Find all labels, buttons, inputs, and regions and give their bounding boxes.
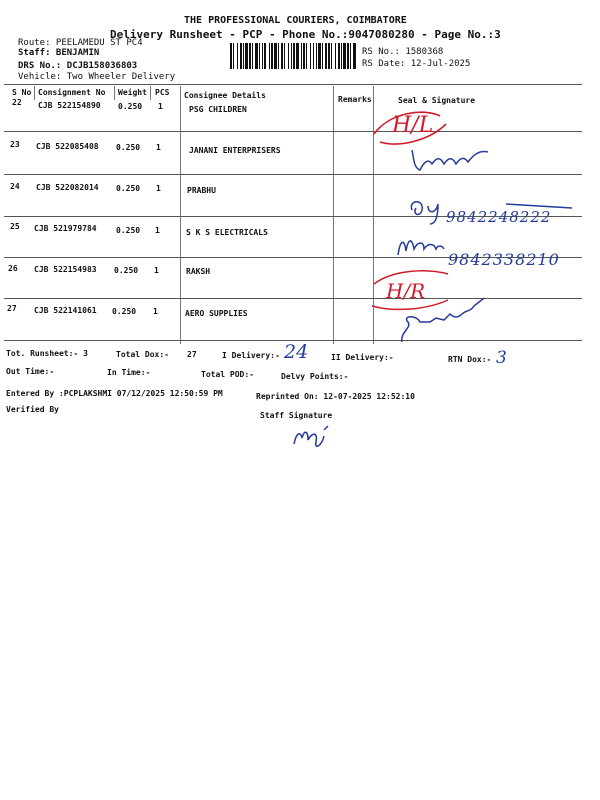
row-consignee: JANANI ENTERPRISERS <box>189 146 281 155</box>
row-sno: 27 <box>7 304 17 313</box>
col-divider <box>180 86 181 344</box>
total-runsheet: Tot. Runsheet:- 3 <box>6 349 88 358</box>
row-consignee: PRABHU <box>187 186 216 195</box>
col-divider <box>333 86 334 344</box>
row-pcs: 1 <box>158 102 163 111</box>
row-pcs: 1 <box>155 226 160 235</box>
row-sno: 26 <box>8 264 18 273</box>
row-weight: 0.250 <box>112 307 137 316</box>
row-consignee: RAKSH <box>186 267 211 276</box>
staff-signature-scribble <box>288 422 334 452</box>
total-pod-label: Total POD:- <box>201 370 254 379</box>
total-dox-label: Total Dox:- <box>116 350 169 359</box>
rtn-dox-value: 3 <box>496 348 507 368</box>
row-weight: 0.250 <box>116 143 141 152</box>
row-pcs: 1 <box>156 143 161 152</box>
col-consignment: Consignment No <box>38 88 106 97</box>
route-label: Route: PEELAMEDU ST PC4 <box>18 38 143 48</box>
in-time-label: In Time:- <box>107 368 151 377</box>
signature-scribble-row23 <box>408 140 493 176</box>
col-sno: S No <box>12 88 32 97</box>
vehicle-label: Vehicle: Two Wheeler Delivery <box>18 72 176 82</box>
row-rule <box>4 174 582 175</box>
row-sno: 23 <box>10 140 20 149</box>
row-pcs: 1 <box>153 307 158 316</box>
row-consignment: CJB 522154890 <box>38 101 101 110</box>
barcode <box>230 43 356 69</box>
staff-signature-label: Staff Signature <box>260 411 333 420</box>
total-dox-value: 27 <box>187 350 197 359</box>
col-divider <box>114 86 115 100</box>
col-divider <box>34 86 35 100</box>
row-consignment: CJB 522082014 <box>36 183 99 192</box>
i-delivery-label: I Delivery:- <box>222 351 280 360</box>
phone-row25: 9842338210 <box>448 250 560 269</box>
row-consignee: PSG CHILDREN <box>189 105 247 114</box>
company-name: THE PROFESSIONAL COURIERS, COIMBATORE <box>184 15 407 26</box>
drs-label <box>18 61 137 71</box>
out-time-label: Out Time:- <box>6 367 55 376</box>
row-consignment: CJB 521979784 <box>34 224 97 233</box>
row-weight: 0.250 <box>116 184 141 193</box>
reprinted-on: Reprinted On: 12-07-2025 12:52:10 <box>256 392 415 401</box>
row-weight: 0.250 <box>116 226 141 235</box>
col-pcs: PCS <box>155 88 170 97</box>
rtn-dox-label: RTN Dox:- <box>448 355 492 364</box>
row-consignee: AERO SUPPLIES <box>185 309 248 318</box>
row-consignment: CJB 522154983 <box>34 265 97 274</box>
delvy-points-label: Delvy Points:- <box>281 372 349 381</box>
row-pcs: 1 <box>156 184 161 193</box>
row-sno: 25 <box>10 222 20 231</box>
row-pcs: 1 <box>154 266 159 275</box>
verified-by: Verified By <box>6 405 59 414</box>
drs-label-text: DRS No.: <box>18 61 62 71</box>
col-consignee: Consignee Details <box>184 91 266 100</box>
row-weight: 0.250 <box>114 266 139 275</box>
table-top-rule <box>4 84 582 85</box>
row-consignment: CJB 522085408 <box>36 142 99 151</box>
signature-scribble-row27 <box>396 292 496 350</box>
col-remarks: Remarks <box>338 95 372 104</box>
runsheet-title: Delivery Runsheet - PCP - Phone No.:9047080280 - Page No.:3 <box>110 28 501 41</box>
signature-row26: H/R <box>386 279 426 303</box>
rs-date: RS Date: 12-Jul-2025 <box>362 59 471 69</box>
col-weight: Weight <box>118 88 147 97</box>
drs-number: DCJB158036803 <box>66 61 138 71</box>
row-consignment: CJB 522141061 <box>34 306 97 315</box>
signature-row22: H/L <box>392 113 434 138</box>
phone-row24: 9842248222 <box>446 208 552 226</box>
i-delivery-value: 24 <box>284 341 309 363</box>
row-sno: 22 <box>12 98 22 107</box>
ii-delivery-label: II Delivery:- <box>331 353 394 362</box>
rs-number: RS No.: 1580368 <box>362 47 444 57</box>
col-divider <box>150 86 151 100</box>
row-consignee: S K S ELECTRICALS <box>186 228 268 237</box>
row-sno: 24 <box>10 182 20 191</box>
row-rule <box>4 131 582 132</box>
signature-scribble-row25 <box>394 233 448 261</box>
row-weight: 0.250 <box>118 102 143 111</box>
col-seal-signature: Seal & Signature <box>398 96 476 105</box>
staff-label: Staff: BENJAMIN <box>18 48 100 58</box>
entered-by: Entered By :PCPLAKSHMI 07/12/2025 12:50:59 PM <box>6 389 223 398</box>
